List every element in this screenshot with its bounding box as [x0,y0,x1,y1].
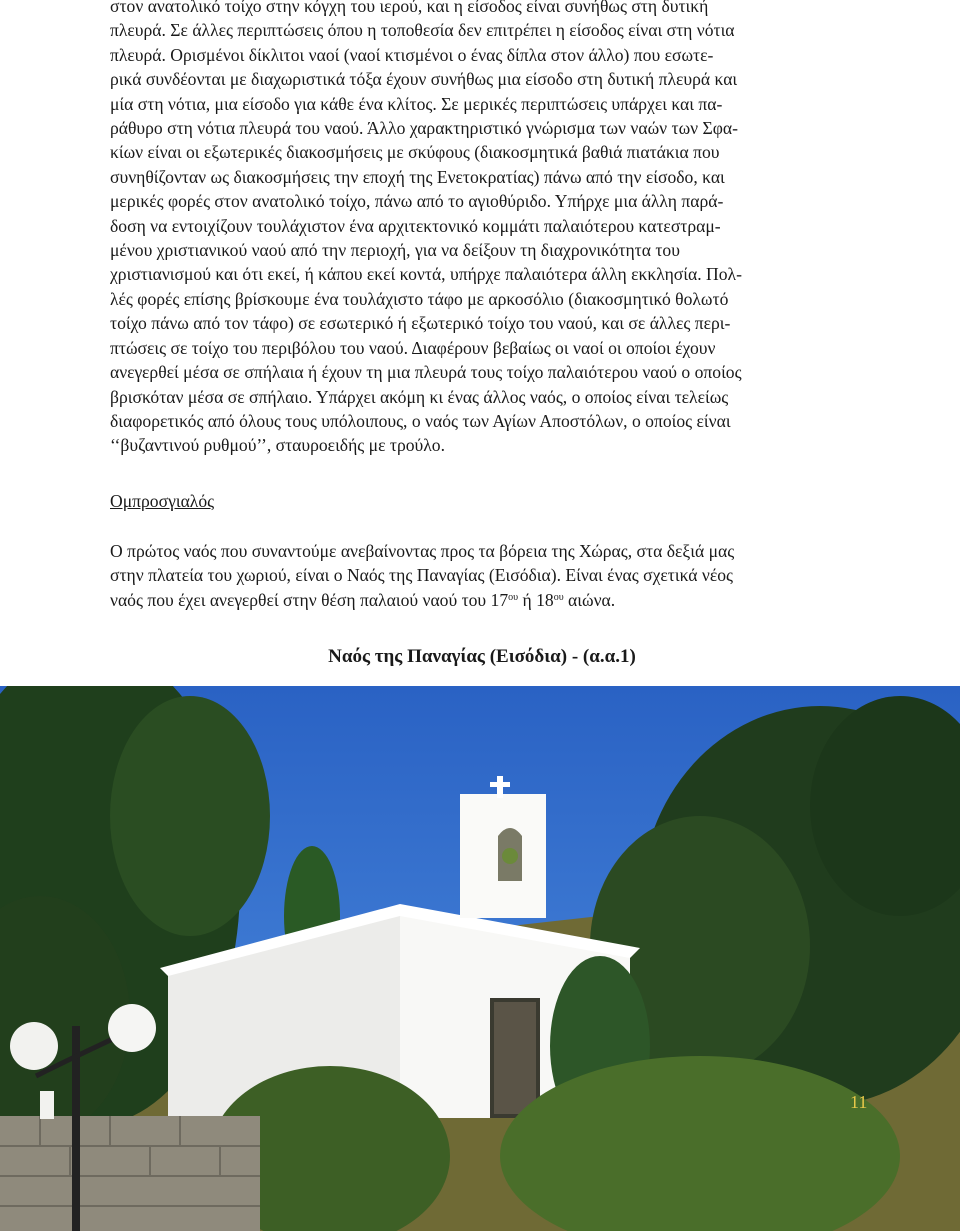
photo-caption: Ναός της Παναγίας (Εισόδια) - (α.α.1) [328,646,636,667]
ordinal-superscript: ου [508,591,519,603]
paragraph-line: ανεγερθεί μέσα σε σπήλαια ή έχουν τη μια πλευρά τους τοίχο παλαιότερου ναού ο οποίος [110,362,742,383]
paragraph-line: λές φορές επίσης βρίσκουμε ένα τουλάχιστο τάφο με αρκοσόλιο (διακοσμητικό θολωτό [110,288,729,309]
paragraph-line: διαφορετικός από όλους τους υπόλοιπους, ο ναός των Αγίων Αποστόλων, ο οποίος είναι [110,410,731,431]
line-text: ή 18 [518,589,554,610]
paragraph-line: στην πλατεία του χωριού, είναι ο Ναός της Παναγίας (Εισόδια). Είναι ένας σχετικά νέος [110,565,734,586]
paragraph-line: μερικές φορές στον ανατολικό τοίχο, πάνω από το αγιοθύριδο. Υπήρχε μια άλλη παρά- [110,191,724,212]
paragraph-line: μένου χριστιανικού ναού από την περιοχή, για να δείξουν τη διαχρονικότητα του [110,240,680,261]
paragraph-line: συνηθίζονταν ως διακοσμήσεις την εποχή της Ενετοκρατίας) πάνω από την είσοδο, και [110,166,725,187]
paragraph-line: δοση να εντοιχίζουν τουλάχιστον ένα αρχιτεκτονικό κομμάτι παλαιότερου κατεστραμ- [110,215,721,236]
paragraph-line: ράθυρο στη νότια πλευρά του ναού. Άλλο χαρακτηριστικό γνώρισμα των ναών των Σφα- [110,118,738,139]
page-number: 11 [850,1092,868,1112]
body-paragraph-1 [110,0,854,458]
section-heading: Ομπροσγιαλός [110,491,215,511]
line-text: ναός που έχει ανεγερθεί στην θέση παλαιού ναού του 17 [110,589,509,610]
paragraph-line: πλευρά. Ορισμένοι δίκλιτοι ναοί (ναοί κτισμένοι ο ένας δίπλα στον άλλο) που εσωτε- [110,44,714,65]
church-photo-illustration [0,686,960,1231]
line-text: αιώνα. [563,589,616,610]
paragraph-line: στον ανατολικό τοίχο στην κόγχη του ιερού, και η είσοδος είναι συνήθως στη δυτική [110,0,709,16]
paragraph-line: τοίχο πάνω από τον τάφο) σε εσωτερικό ή εξωτερικό τοίχο του ναού, και σε άλλες περι- [110,313,731,334]
church-photo [0,686,960,1231]
body-paragraph-2 [110,539,854,612]
paragraph-line: χριστιανισμού και ότι εκεί, ή κάπου εκεί κοντά, υπήρχε παλαιότερα άλλη εκκλησία. Πολ- [110,264,742,285]
paragraph-line: κίων είναι οι εξωτερικές διακοσμήσεις με σκύφους (διακοσμητικά βαθιά πιατάκια που [110,142,720,163]
paragraph-line: πτώσεις σε τοίχο του περιβόλου του ναού. Διαφέρουν βεβαίως οι ναοί οι οποίοι έχουν [110,337,716,358]
paragraph-line: Ο πρώτος ναός που συναντούμε ανεβαίνοντας προς τα βόρεια της Χώρας, στα δεξιά μας [110,541,735,561]
ordinal-superscript: ου [553,591,564,603]
paragraph-line: ρικά συνδέονται με διαχωριστικά τόξα έχουν συνήθως μια είσοδο στη δυτική πλευρά και [110,69,738,90]
paragraph-line: ‘‘βυζαντινού ρυθμού’’, σταυροειδής με τρούλο. [110,435,445,456]
paragraph-line: βρισκόταν μέσα σε σπήλαιο. Υπάρχει ακόμη κι ένας άλλος ναός, ο οποίος είναι τελείως [110,386,729,407]
paragraph-line: πλευρά. Σε άλλες περιπτώσεις όπου η τοποθεσία δεν επιτρέπει η είσοδος είναι στη νότια [110,20,735,41]
paragraph-line: μία στη νότια, μια είσοδο για κάθε ένα κλίτος. Σε μερικές περιπτώσεις υπάρχει και πα- [110,93,723,114]
paragraph-line [110,588,854,612]
